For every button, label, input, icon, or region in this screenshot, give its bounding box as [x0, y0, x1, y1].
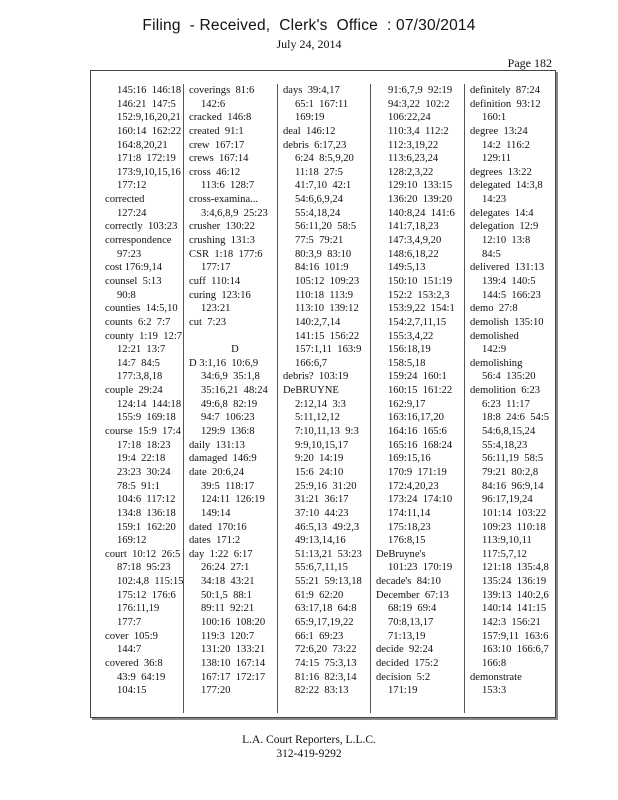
- index-page-refs: 14:7 84:5: [117, 357, 160, 369]
- index-page-refs: 163:10 166:6,7: [482, 644, 549, 656]
- index-entry: demolishing: [470, 357, 523, 369]
- index-page-refs: 129:9 136:8: [201, 426, 255, 438]
- index-entry: counts 6:2 7:7: [105, 316, 171, 328]
- index-page-refs: 145:16 146:18: [117, 85, 182, 96]
- index-page-refs: 25:9,16 31:20: [295, 480, 357, 492]
- index-page-refs: 160:1: [482, 112, 507, 124]
- index-page-refs: 157:1,11 163:9: [295, 344, 362, 356]
- index-page-refs: 31:21 36:17: [295, 494, 349, 506]
- index-page-refs: 61:9 62:20: [295, 589, 344, 601]
- index-entry: date 20:6,24: [189, 466, 245, 478]
- index-entry: counsel 5:13: [105, 275, 162, 287]
- index-page-refs: 72:6,20 73:22: [295, 644, 357, 656]
- index-entry: definitely 87:24: [470, 85, 541, 96]
- index-page-refs: 66:1 69:23: [295, 630, 344, 642]
- index-entry: delegates 14:4: [470, 207, 534, 219]
- index-page-refs: 97:23: [117, 248, 142, 260]
- index-page-refs: 110:18 113:9: [295, 289, 354, 301]
- index-entry: dates 171:2: [189, 535, 241, 547]
- index-page-refs: 135:24 136:19: [482, 576, 547, 588]
- index-page-refs: 166:6,7: [295, 357, 328, 369]
- index-entry: D 3:1,16 10:6,9: [189, 357, 259, 369]
- index-column: [370, 84, 468, 713]
- index-entry: covered 36:8: [105, 657, 163, 669]
- index-page-refs: 35:16,21 48:24: [201, 385, 268, 397]
- index-page-refs: 37:10 44:23: [295, 507, 349, 519]
- index-page-refs: 173:24 174:10: [388, 494, 453, 506]
- index-page-refs: 96:17,19,24: [482, 494, 533, 506]
- index-entry: degrees 13:22: [470, 166, 532, 178]
- index-page-refs: 91:6,7,9 92:19: [388, 85, 453, 96]
- index-column: [105, 84, 187, 713]
- index-page-refs: 70:8,13,17: [388, 616, 434, 628]
- index-page-refs: 55:6,7,11,15: [295, 562, 348, 574]
- index-page-refs: 82:22 83:13: [295, 685, 349, 697]
- index-page-refs: 17:18 18:23: [117, 439, 171, 451]
- index-page-refs: 127:24: [117, 207, 147, 219]
- index-page-refs: 113:6,23,24: [388, 153, 439, 165]
- index-page-refs: 104:6 117:12: [117, 494, 176, 506]
- index-page-refs: 144:5 166:23: [482, 289, 541, 301]
- index-entry: correspondence: [105, 235, 172, 247]
- index-entry: created 91:1: [189, 125, 244, 137]
- index-page-refs: 49:13,14,16: [295, 535, 346, 547]
- index-entry: correctly 103:23: [105, 221, 178, 233]
- index-column: [277, 84, 375, 713]
- index-column: [464, 84, 554, 713]
- index-page-refs: 169:12: [117, 535, 147, 547]
- index-page-refs: 50:1,5 88:1: [201, 589, 252, 601]
- index-page-refs: 154:2,7,11,15: [388, 316, 447, 328]
- index-page-refs: 77:5 79:21: [295, 235, 344, 247]
- index-entry: county 1:19 12:7: [105, 330, 183, 342]
- index-page-refs: 49:6,8 82:19: [201, 398, 258, 410]
- index-page-refs: 94:7 106:23: [201, 412, 255, 424]
- index-page-refs: 141:7,18,23: [388, 221, 439, 233]
- index-page-refs: 139:4 140:5: [482, 275, 536, 287]
- index-page-refs: 39:5 118:17: [201, 480, 255, 492]
- index-entry: [189, 330, 281, 344]
- index-page-refs: 6:23 11:17: [482, 398, 530, 410]
- index-page-refs: 7:10,11,13 9:3: [295, 426, 359, 438]
- index-page-refs: 172:4,20,23: [388, 480, 439, 492]
- index-page-refs: 101:23 170:19: [388, 562, 453, 574]
- index-page-refs: 74:15 75:3,13: [295, 657, 357, 669]
- index-entry: court 10:12 26:5: [105, 548, 181, 560]
- index-page-refs: 155:3,4,22: [388, 330, 434, 342]
- index-entry: decide 92:24: [376, 644, 434, 656]
- index-page-refs: 65:9,17,19,22: [295, 616, 354, 628]
- index-entry: CSR 1:18 177:6: [189, 248, 263, 260]
- index-page-refs: 12:21 13:7: [117, 344, 166, 356]
- index-page-refs: 140:8,24 141:6: [388, 207, 455, 219]
- index-page-refs: 170:9 171:19: [388, 466, 447, 478]
- index-page-refs: 56:4 135:20: [482, 371, 536, 383]
- index-page-refs: 150:10 151:19: [388, 275, 453, 287]
- index-page-refs: 177:12: [117, 180, 147, 192]
- index-entry: deal 146:12: [283, 125, 336, 137]
- index-page-refs: 142:9: [482, 344, 507, 356]
- index-entry: debris 6:17,23: [283, 139, 347, 151]
- index-page-refs: 18:8 24:6 54:5: [482, 412, 550, 424]
- index-page-refs: 140:14 141:15: [482, 603, 547, 615]
- court-reporter-phone: 312-419-9292: [276, 748, 342, 760]
- index-entry: debris? 103:19: [283, 371, 349, 383]
- index-page-refs: 169:15,16: [388, 453, 431, 465]
- index-page-refs: 157:9,11 163:6: [482, 630, 549, 642]
- filing-stamp: Filing - Received, Clerk's Office : 07/30/2014: [142, 17, 476, 34]
- index-page-refs: 56:11,20 58:5: [295, 221, 357, 233]
- index-page-refs: 164:8,20,21: [117, 139, 168, 151]
- index-page-refs: 134:8 136:18: [117, 507, 176, 519]
- index-page-refs: 12:10 13:8: [482, 235, 531, 247]
- index-entry: delivered 131:13: [470, 262, 545, 274]
- index-page-refs: 167:17 172:17: [201, 671, 266, 683]
- index-page-refs: 54:6,8,15,24: [482, 426, 536, 438]
- index-page-refs: 160:14 162:22: [117, 125, 182, 137]
- index-page-refs: 177:7: [117, 616, 142, 628]
- index-page-refs: 63:17,18 64:8: [295, 603, 357, 615]
- index-page-refs: 11:18 27:5: [295, 166, 343, 178]
- index-page-refs: 131:20 133:21: [201, 644, 266, 656]
- index-column: [183, 84, 281, 713]
- index-entry: corrected: [105, 194, 145, 206]
- index-page-refs: 119:3 120:7: [201, 630, 255, 642]
- court-reporter-name: L.A. Court Reporters, L.L.C.: [242, 734, 376, 746]
- index-columns: [91, 71, 555, 717]
- index-page-refs: 176:8,15: [388, 535, 426, 547]
- index-page-refs: 84:16 96:9,14: [482, 480, 544, 492]
- index-entry: cost 176:9,14: [105, 262, 163, 274]
- index-entry: delegation 12:9: [470, 221, 539, 233]
- index-page-refs: 140:2,7,14: [295, 316, 341, 328]
- index-page-refs: 80:3,9 83:10: [295, 248, 352, 260]
- index-page-refs: 3:4,6,8,9 25:23: [201, 207, 268, 219]
- index-entry: days 39:4,17: [283, 85, 340, 96]
- index-page-refs: 113:9,10,11: [482, 535, 532, 547]
- index-page-refs: 124:11 126:19: [201, 494, 265, 506]
- index-entry: cut 7:23: [189, 316, 227, 328]
- index-entry: cracked 146:8: [189, 112, 252, 124]
- index-page-refs: 26:24 27:1: [201, 562, 250, 574]
- index-page-refs: 129:10 133:15: [388, 180, 453, 192]
- index-entry: coverings 81:6: [189, 85, 255, 96]
- index-page-refs: 15:6 24:10: [295, 466, 344, 478]
- index-page-refs: 9:20 14:19: [295, 453, 344, 465]
- index-page-refs: 89:11 92:21: [201, 603, 255, 615]
- index-entry: dated 170:16: [189, 521, 247, 533]
- index-page-refs: 65:1 167:11: [295, 98, 349, 110]
- index-entry: daily 131:13: [189, 439, 245, 451]
- index-page-refs: 123:21: [201, 303, 231, 315]
- index-page-refs: 146:21 147:5: [117, 98, 176, 110]
- index-entry: cross 46:12: [189, 166, 241, 178]
- index-page-refs: 78:5 91:1: [117, 480, 160, 492]
- index-entry: crushing 131:3: [189, 235, 255, 247]
- index-entry: demolish 135:10: [470, 316, 544, 328]
- index-entry: demolition 6:23: [470, 385, 541, 397]
- index-page-refs: 113:6 128:7: [201, 180, 255, 192]
- index-page-refs: 128:2,3,22: [388, 166, 434, 178]
- index-page-refs: 84:5: [482, 248, 501, 260]
- index-page-refs: 106:22,24: [388, 112, 431, 124]
- index-page-refs: 34:18 43:21: [201, 576, 255, 588]
- index-page-refs: 112:3,19,22: [388, 139, 439, 151]
- index-page-refs: 141:15 156:22: [295, 330, 360, 342]
- index-entry: DeBruyne's: [376, 548, 426, 560]
- index-page-refs: 160:15 161:22: [388, 385, 453, 397]
- index-page-refs: 158:5,18: [388, 357, 426, 369]
- index-page-refs: 84:16 101:9: [295, 262, 349, 274]
- index-page-refs: 142:6: [201, 98, 226, 110]
- index-entry: delegated 14:3,8: [470, 180, 543, 192]
- index-page-refs: 175:18,23: [388, 521, 431, 533]
- index-page-refs: 5:11,12,12: [295, 412, 340, 424]
- index-page-refs: 46:5,13 49:2,3: [295, 521, 360, 533]
- index-page-refs: 56:11,19 58:5: [482, 453, 544, 465]
- index-entry: December 67:13: [376, 589, 449, 601]
- index-page-refs: 155:9 169:18: [117, 412, 176, 424]
- index-page-refs: 71:13,19: [388, 630, 426, 642]
- index-page-refs: 156:18,19: [388, 344, 431, 356]
- index-entry: degree 13:24: [470, 125, 528, 137]
- index-page-refs: 164:16 165:6: [388, 426, 447, 438]
- index-page-refs: 6:24 8:5,9,20: [295, 153, 354, 165]
- index-entry: day 1:22 6:17: [189, 548, 253, 560]
- index-page-refs: 124:14 144:18: [117, 398, 182, 410]
- index-entry: decided 175:2: [376, 657, 439, 669]
- index-entry: demo 27:8: [470, 303, 518, 315]
- index-page-refs: 152:2 153:2,3: [388, 289, 450, 301]
- index-page-refs: 2:12,14 3:3: [295, 398, 346, 410]
- index-page-refs: 169:19: [295, 112, 325, 124]
- index-page-refs: 171:8 172:19: [117, 153, 176, 165]
- index-page-refs: 162:9,17: [388, 398, 426, 410]
- index-page-refs: 102:4,8 115:15: [117, 576, 184, 588]
- index-page-refs: 55:21 59:13,18: [295, 576, 362, 588]
- document-date: July 24, 2014: [276, 37, 342, 51]
- index-page-refs: 55:4,18,23: [482, 439, 528, 451]
- index-page-refs: 149:14: [201, 507, 231, 519]
- index-page-refs: 171:19: [388, 685, 418, 697]
- index-page-refs: 113:10 139:12: [295, 303, 359, 315]
- index-page-refs: 14:23: [482, 194, 507, 206]
- index-page-refs: 87:18 95:23: [117, 562, 171, 574]
- index-page-refs: 105:12 109:23: [295, 275, 360, 287]
- index-page-refs: 153:3: [482, 685, 507, 697]
- index-page-refs: 166:8: [482, 657, 507, 669]
- index-page-refs: 177:17: [201, 262, 231, 274]
- index-entry: definition 93:12: [470, 98, 541, 110]
- index-entry: cross-examina...: [189, 194, 259, 206]
- index-page-refs: 139:13 140:2,6: [482, 589, 549, 601]
- index-page-refs: 174:11,14: [388, 507, 431, 519]
- index-page-refs: 94:3,22 102:2: [388, 98, 450, 110]
- index-page-refs: 173:9,10,15,16: [117, 166, 181, 178]
- index-page-refs: 153:9,22 154:1: [388, 303, 455, 315]
- index-page-refs: 79:21 80:2,8: [482, 466, 539, 478]
- index-page-refs: 19:4 22:18: [117, 453, 166, 465]
- index-page-refs: 159:24 160:1: [388, 371, 447, 383]
- index-entry: couple 29:24: [105, 385, 163, 397]
- index-entry: curing 123:16: [189, 289, 251, 301]
- index-page-refs: 147:3,4,9,20: [388, 235, 442, 247]
- index-page-refs: 163:16,17,20: [388, 412, 444, 424]
- index-page-refs: 81:16 82:3,14: [295, 671, 357, 683]
- index-page-refs: 43:9 64:19: [117, 671, 166, 683]
- index-entry: decision 5:2: [376, 671, 431, 683]
- index-page-refs: 165:16 168:24: [388, 439, 453, 451]
- index-page-refs: 100:16 108:20: [201, 616, 266, 628]
- index-page-refs: 142:3 156:21: [482, 616, 541, 628]
- index-entry: crew 167:17: [189, 139, 245, 151]
- index-page-refs: 51:13,21 53:23: [295, 548, 362, 560]
- index-page-refs: 148:6,18,22: [388, 248, 439, 260]
- index-page-refs: 110:3,4 112:2: [388, 125, 449, 137]
- index-entry: crews 167:14: [189, 153, 249, 165]
- index-entry: course 15:9 17:4: [105, 426, 181, 438]
- index-page-refs: 129:11: [482, 153, 512, 165]
- index-page-refs: 176:11,19: [117, 603, 160, 615]
- index-entry: demonstrate: [470, 671, 522, 683]
- index-page-refs: 177:3,8,18: [117, 371, 163, 383]
- index-entry: DeBRUYNE: [283, 385, 339, 397]
- index-frame: [90, 70, 556, 718]
- index-page-refs: 144:7: [117, 644, 142, 656]
- index-entry: demolished: [470, 330, 519, 342]
- index-page-refs: 159:1 162:20: [117, 521, 176, 533]
- index-page-refs: 177:20: [201, 685, 231, 697]
- index-page-refs: 117:5,7,12: [482, 548, 527, 560]
- index-page-refs: 55:4,18,24: [295, 207, 341, 219]
- index-page-refs: 121:18 135:4,8: [482, 562, 549, 574]
- index-page-refs: 175:12 176:6: [117, 589, 176, 601]
- index-page-refs: 14:2 116:2: [482, 139, 530, 151]
- index-page-refs: 54:6,6,9,24: [295, 194, 343, 206]
- index-page-refs: 9:9,10,15,17: [295, 439, 349, 451]
- index-page-refs: 138:10 167:14: [201, 657, 266, 669]
- page-number: Page 182: [507, 56, 552, 70]
- index-page-refs: 149:5,13: [388, 262, 426, 274]
- index-page-refs: 23:23 30:24: [117, 466, 171, 478]
- index-page-refs: 104:15: [117, 685, 147, 697]
- index-entry: damaged 146:9: [189, 453, 257, 465]
- index-entry: counties 14:5,10: [105, 303, 178, 315]
- index-page-refs: 41:7,10 42:1: [295, 180, 352, 192]
- index-page-refs: 101:14 103:22: [482, 507, 547, 519]
- index-entry: cover 105:9: [105, 630, 158, 642]
- section-letter: D: [231, 344, 239, 356]
- index-page-refs: 152:9,16,20,21: [117, 112, 181, 124]
- index-page-refs: 68:19 69:4: [388, 603, 437, 615]
- index-page-refs: 34:6,9 35:1,8: [201, 371, 260, 383]
- index-page-refs: 136:20 139:20: [388, 194, 453, 206]
- index-entry: decade's 84:10: [376, 576, 441, 588]
- index-entry: crusher 130:22: [189, 221, 255, 233]
- index-page-refs: 109:23 110:18: [482, 521, 546, 533]
- index-page-refs: 90:8: [117, 289, 136, 301]
- index-entry: cuff 110:14: [189, 275, 241, 287]
